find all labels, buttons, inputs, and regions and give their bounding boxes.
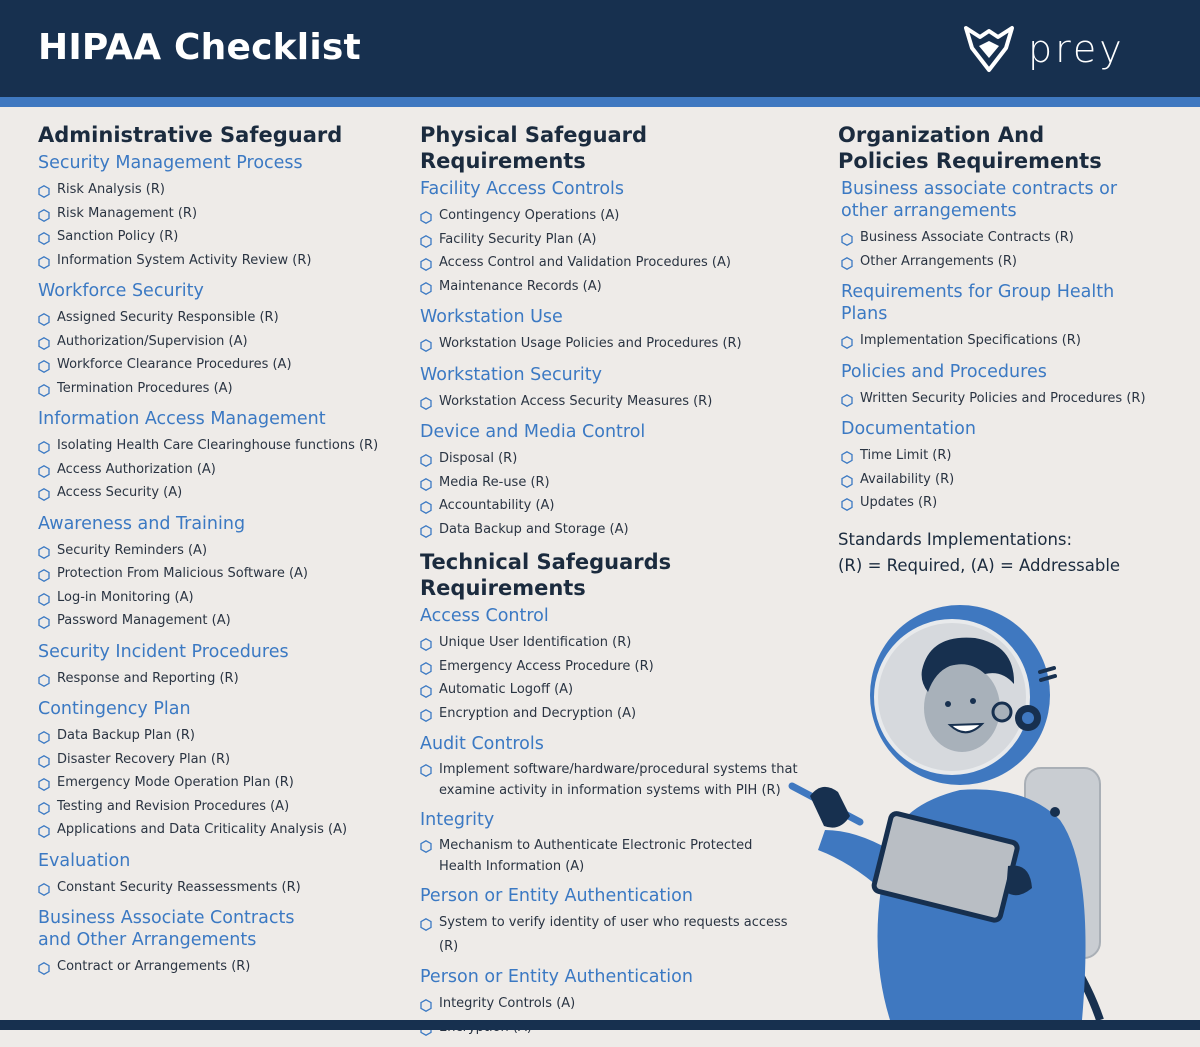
prey-shield-logo-icon (962, 24, 1016, 74)
prey-logo[interactable] (962, 24, 1125, 74)
hexagon-bullet-icon (420, 683, 432, 696)
hexagon-bullet-icon (38, 823, 50, 836)
checklist-items (420, 992, 800, 1039)
checklist-item-label: Workstation Access Security Measures (R) (439, 393, 713, 409)
checklist-items (38, 306, 398, 400)
checklist-items (38, 876, 398, 900)
checklist-item-label: Time Limit (R) (860, 448, 952, 463)
hexagon-bullet-icon (841, 496, 853, 509)
checklist-item (420, 447, 800, 471)
section-heading: Administrative Safeguard (38, 123, 343, 147)
checklist-item (420, 702, 800, 726)
checklist-item-label: Risk Analysis (R) (57, 182, 165, 197)
hexagon-bullet-icon (841, 449, 853, 462)
checklist-item (38, 202, 398, 226)
checklist-items (38, 539, 398, 633)
subsection-title: Person or Entity Authentication (420, 886, 693, 906)
checklist-items (420, 390, 800, 414)
section-heading: Organization And Policies Requirements (838, 123, 1102, 173)
checklist-item (841, 468, 1168, 492)
hexagon-bullet-icon (38, 729, 50, 742)
checklist-item (420, 631, 800, 655)
hexagon-bullet-icon (38, 800, 50, 813)
checklist-items (841, 387, 1168, 411)
hexagon-bullet-icon (38, 358, 50, 371)
subsection-title: Information Access Management (38, 409, 326, 429)
checklist-group (420, 364, 800, 414)
checklist-item-label: Data Backup and Storage (A) (439, 521, 629, 537)
checklist-item-label: Sanction Policy (R) (57, 229, 179, 244)
checklist-item (38, 771, 398, 795)
checklist-item (420, 678, 800, 702)
checklist-group (420, 733, 800, 801)
checklist-group (838, 418, 1168, 515)
checklist-item (38, 539, 398, 563)
checklist-item (841, 250, 1168, 274)
checklist-item-label: Information System Activity Review (R) (57, 252, 312, 268)
checklist-group (420, 421, 800, 541)
subsection-title: Policies and Procedures (841, 361, 1047, 382)
checklist-items (38, 434, 398, 505)
checklist-item (420, 518, 800, 542)
checklist-item-label: Disaster Recovery Plan (R) (57, 751, 231, 767)
checklist-item-label: Unique User Identification (R) (439, 635, 632, 650)
subsection-title: Documentation (841, 419, 976, 439)
hexagon-bullet-icon (420, 452, 432, 465)
hexagon-bullet-icon (38, 567, 50, 580)
checklist-items (420, 204, 800, 298)
checklist-items (420, 759, 800, 801)
subsection-title: Business associate contracts or other arrangements (841, 179, 1118, 221)
checklist-item (38, 748, 398, 772)
checklist-item-label: Business Associate Contracts (R) (860, 230, 1074, 245)
checklist-group (838, 178, 1168, 273)
checklist-item (841, 491, 1168, 515)
hexagon-bullet-icon (420, 499, 432, 512)
checklist-item (420, 835, 799, 877)
section-heading: Technical Safeguards Requirements (420, 550, 672, 600)
checklist-items (841, 444, 1168, 515)
subsection-title: Workstation Security (420, 364, 602, 385)
checklist-items (841, 329, 1168, 353)
checklist-item-label: Workstation Usage Policies and Procedures (R) (439, 336, 742, 351)
checklist-item (420, 494, 800, 518)
checklist-group (38, 850, 398, 900)
hexagon-bullet-icon (38, 672, 50, 685)
subsection-title: Integrity (420, 810, 495, 830)
hexagon-bullet-icon (38, 881, 50, 894)
checklist-items (420, 631, 800, 725)
checklist-item-label: Response and Reporting (R) (57, 670, 239, 686)
checklist-item (420, 655, 800, 679)
hexagon-bullet-icon (420, 395, 432, 408)
subsection-title: Workforce Security (38, 281, 204, 301)
subsection-title: Audit Controls (420, 734, 544, 754)
checklist-items (38, 178, 398, 272)
checklist-group (38, 280, 398, 400)
checklist-group (420, 178, 800, 298)
checklist-item (38, 562, 398, 586)
checklist-items (841, 226, 1168, 273)
checklist-items (420, 835, 800, 877)
hexagon-bullet-icon (38, 183, 50, 196)
legend-line-1: Standards Implementations: (838, 530, 1073, 549)
subsection-title: Awareness and Training (38, 513, 246, 534)
section-heading: Physical Safeguard Requirements (420, 123, 648, 173)
checklist-item-label: Updates (R) (860, 495, 938, 510)
checklist-item (841, 444, 1168, 468)
hexagon-bullet-icon (38, 311, 50, 324)
checklist-group (38, 641, 398, 691)
checklist-group (420, 605, 800, 725)
checklist-item (420, 228, 800, 252)
checklist-item (420, 992, 800, 1016)
checklist-item-label: Risk Management (R) (57, 205, 198, 221)
checklist-item (38, 249, 398, 273)
subsection-title: Workstation Use (420, 307, 563, 327)
hexagon-bullet-icon (38, 207, 50, 220)
checklist-item-label: Contract or Arrangements (R) (57, 959, 251, 974)
checklist-items (38, 955, 398, 979)
subsection-title: Contingency Plan (38, 699, 191, 719)
astronaut-with-tablet-illustration (770, 600, 1120, 1020)
checklist-item (38, 225, 398, 249)
checklist-group (420, 809, 800, 877)
hexagon-bullet-icon (420, 707, 432, 720)
hexagon-bullet-icon (38, 544, 50, 557)
hexagon-bullet-icon (38, 614, 50, 627)
checklist-item (420, 251, 800, 275)
checklist-item (420, 204, 800, 228)
checklist-item-label: Authorization/Supervision (A) (57, 333, 248, 349)
checklist-item-label: Security Reminders (A) (57, 542, 208, 558)
subsection-title: Evaluation (38, 850, 131, 871)
hexagon-bullet-icon (38, 230, 50, 243)
hexagon-bullet-icon (420, 636, 432, 649)
subsection-title: Facility Access Controls (420, 179, 625, 199)
checklist-item-label: Termination Procedures (A) (57, 380, 233, 396)
checklist-item-label: Emergency Access Procedure (R) (439, 658, 654, 674)
subsection-title: Person or Entity Authentication (420, 967, 693, 987)
checklist-item (38, 330, 398, 354)
hexagon-bullet-icon (841, 334, 853, 347)
checklist-group (38, 408, 398, 505)
checklist-item (420, 911, 800, 958)
legend (838, 527, 1120, 579)
checklist-item (38, 667, 398, 691)
subsection-title: Security Management Process (38, 153, 303, 173)
checklist-item-label: Protection From Malicious Software (A) (57, 566, 308, 581)
checklist-item-label: Testing and Revision Procedures (A) (57, 798, 290, 814)
checklist-item-label: Access Authorization (A) (57, 461, 216, 477)
checklist-item-label: Facility Security Plan (A) (439, 231, 597, 247)
hexagon-bullet-icon (38, 439, 50, 452)
subsection-title: Business Associate Contracts and Other Arrangements (38, 908, 295, 950)
checklist-item-label: Implement software/hardware/procedural systems that examine activity in information systems with PIH (R) (439, 762, 798, 798)
hexagon-bullet-icon (420, 337, 432, 350)
checklist-item-label: Mechanism to Authenticate Electronic Protected Health Information (A) (439, 838, 753, 874)
checklist-item (38, 724, 398, 748)
hexagon-bullet-icon (841, 231, 853, 244)
checklist-items (38, 667, 398, 691)
checklist-item-label: System to verify identity of user who requests access (R) (439, 915, 788, 954)
hexagon-bullet-icon (420, 280, 432, 293)
checklist-item (420, 390, 800, 414)
page-title: HIPAA Checklist (38, 27, 361, 68)
checklist-item-label: Log-in Monitoring (A) (57, 589, 194, 605)
checklist-group (838, 361, 1168, 411)
checklist-item-label: Isolating Health Care Clearinghouse functions (R) (57, 438, 379, 453)
checklist-item-label: Access Security (A) (57, 485, 183, 500)
checklist-item-label: Data Backup Plan (R) (57, 728, 195, 743)
checklist-items (420, 447, 800, 541)
hexagon-bullet-icon (841, 473, 853, 486)
checklist-group (838, 281, 1168, 353)
checklist-items (420, 911, 800, 958)
checklist-item (420, 759, 799, 801)
checklist-item (420, 332, 800, 356)
logo-text: prey (1028, 27, 1125, 71)
checklist-item (38, 434, 398, 458)
checklist-item (420, 471, 800, 495)
checklist-item-label: Contingency Operations (A) (439, 208, 620, 223)
hexagon-bullet-icon (38, 591, 50, 604)
hexagon-bullet-icon (38, 463, 50, 476)
hexagon-bullet-icon (38, 486, 50, 499)
hexagon-bullet-icon (420, 997, 432, 1010)
checklist-item-label: Emergency Mode Operation Plan (R) (57, 775, 294, 790)
hexagon-bullet-icon (420, 839, 432, 852)
checklist-item-label: Other Arrangements (R) (860, 253, 1017, 269)
checklist-item (38, 377, 398, 401)
hexagon-bullet-icon (420, 256, 432, 269)
checklist-item (841, 226, 1168, 250)
checklist-item (38, 609, 398, 633)
checklist-item (38, 306, 398, 330)
checklist-item (841, 329, 1168, 353)
checklist-items (420, 332, 800, 356)
checklist-group (420, 885, 800, 958)
hexagon-bullet-icon (420, 660, 432, 673)
checklist-item (38, 955, 398, 979)
hexagon-bullet-icon (841, 392, 853, 405)
subsection-title: Device and Media Control (420, 422, 646, 442)
checklist-item-label: Workforce Clearance Procedures (A) (57, 357, 292, 372)
subsection-title: Access Control (420, 606, 549, 626)
column-physical-technical (420, 122, 800, 1047)
checklist-item-label: Media Re-use (R) (439, 474, 550, 490)
hexagon-bullet-icon (38, 335, 50, 348)
checklist-item-label: Availability (R) (860, 471, 955, 487)
hexagon-bullet-icon (420, 523, 432, 536)
checklist-item (38, 481, 398, 505)
checklist-item (841, 387, 1168, 411)
checklist-item (38, 876, 398, 900)
checklist-item-label: Access Control and Validation Procedures (A) (439, 255, 731, 270)
footer-bar (0, 1020, 1200, 1030)
checklist-item (38, 458, 398, 482)
checklist-item (38, 178, 398, 202)
checklist-item-label: Automatic Logoff (A) (439, 682, 574, 697)
checklist-item-label: Integrity Controls (A) (439, 996, 576, 1011)
checklist-item (38, 818, 398, 842)
hexagon-bullet-icon (420, 233, 432, 246)
hexagon-bullet-icon (38, 382, 50, 395)
column-organization (838, 122, 1168, 523)
checklist-group (420, 306, 800, 356)
checklist-item (38, 353, 398, 377)
checklist-group (38, 698, 398, 842)
checklist-item-label: Password Management (A) (57, 613, 231, 628)
hexagon-bullet-icon (38, 960, 50, 973)
checklist-item (38, 586, 398, 610)
checklist-item-label: Written Security Policies and Procedures (R) (860, 390, 1146, 406)
checklist-group (38, 513, 398, 633)
hexagon-bullet-icon (38, 776, 50, 789)
column-administrative (38, 122, 398, 987)
checklist-item-label: Encryption and Decryption (A) (439, 705, 637, 721)
header-stripe (0, 97, 1200, 107)
subsection-title: Security Incident Procedures (38, 641, 289, 662)
checklist-item-label: Implementation Specifications (R) (860, 333, 1081, 348)
checklist-item-label: Applications and Data Criticality Analysis (A) (57, 822, 348, 837)
checklist-item-label: Maintenance Records (A) (439, 278, 602, 294)
checklist-group (38, 152, 398, 272)
checklist-item-label: Accountability (A) (439, 498, 555, 513)
legend-line-2: (R) = Required, (A) = Addressable (838, 556, 1121, 575)
subsection-title: Requirements for Group Health Plans (841, 282, 1115, 324)
hexagon-bullet-icon (38, 753, 50, 766)
checklist-item-label: Assigned Security Responsible (R) (57, 310, 279, 325)
hexagon-bullet-icon (420, 916, 432, 929)
hexagon-bullet-icon (38, 254, 50, 267)
checklist-item-label: Constant Security Reassessments (R) (57, 879, 301, 895)
checklist-items (38, 724, 398, 842)
checklist-item (420, 275, 800, 299)
checklist-item (38, 795, 398, 819)
checklist-item-label: Disposal (R) (439, 451, 518, 466)
hexagon-bullet-icon (420, 209, 432, 222)
checklist-group (38, 907, 398, 979)
hexagon-bullet-icon (420, 476, 432, 489)
hexagon-bullet-icon (420, 763, 432, 776)
hexagon-bullet-icon (841, 255, 853, 268)
